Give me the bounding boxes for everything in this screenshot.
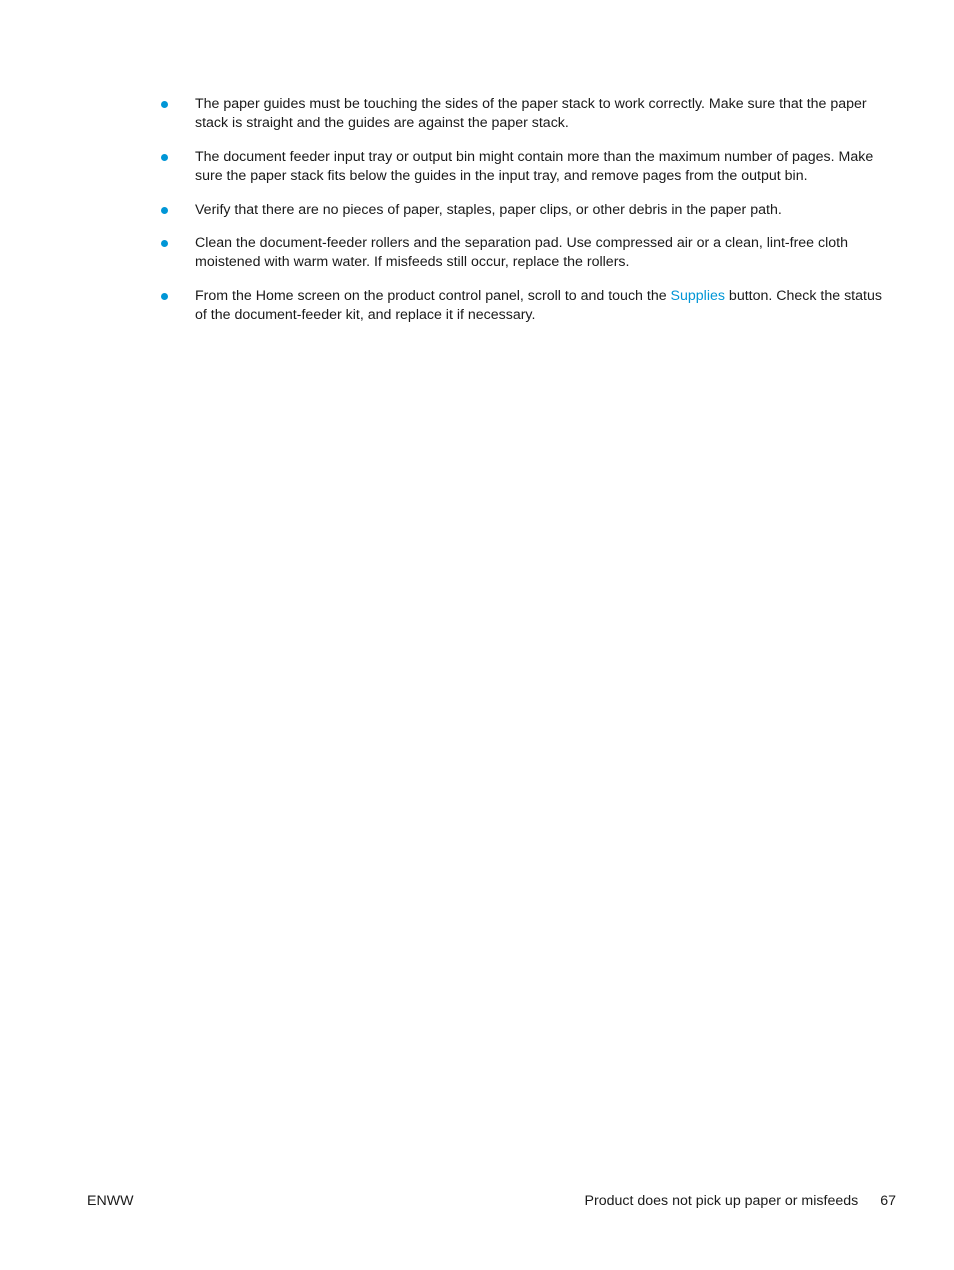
bullet-icon	[161, 293, 168, 300]
supplies-link[interactable]: Supplies	[670, 287, 725, 304]
list-item-text: Clean the document-feeder rollers and the separation pad. Use compressed air or a clean, lint-free cloth moistened with warm water. If misfeeds still occur, replace the rollers.	[195, 235, 848, 271]
list-item	[160, 287, 890, 326]
list-item-text: The paper guides must be touching the sides of the paper stack to work correctly. Make sure that the paper stack is straight and the guides are against the paper stack.	[195, 96, 867, 132]
footer-locale-code: ENWW	[87, 1193, 134, 1209]
footer-section-title: Product does not pick up paper or misfeeds	[584, 1193, 859, 1209]
list-item	[160, 95, 890, 134]
bullet-icon	[161, 207, 168, 214]
troubleshooting-bullet-list	[160, 95, 890, 340]
list-item-text-before-link: From the Home screen on the product control panel, scroll to and touch the	[195, 287, 671, 304]
list-item-text: Verify that there are no pieces of paper, staples, paper clips, or other debris in the paper path.	[195, 201, 782, 218]
list-item	[160, 148, 890, 187]
footer-right	[585, 1192, 896, 1211]
list-item	[160, 234, 890, 273]
bullet-icon	[161, 240, 168, 247]
list-item-text-after-link: button. Check the status of the document-feeder kit, and replace it if necessary.	[195, 287, 882, 324]
list-item-text: The document feeder input tray or output bin might contain more than the maximum number of pages. Make sure the paper stack fits below the guides in the input tray, and remove pages from the output bin.	[195, 148, 874, 185]
page-number: 67	[880, 1193, 896, 1209]
list-item	[160, 201, 890, 220]
bullet-icon	[161, 101, 168, 108]
bullet-icon	[161, 154, 168, 161]
